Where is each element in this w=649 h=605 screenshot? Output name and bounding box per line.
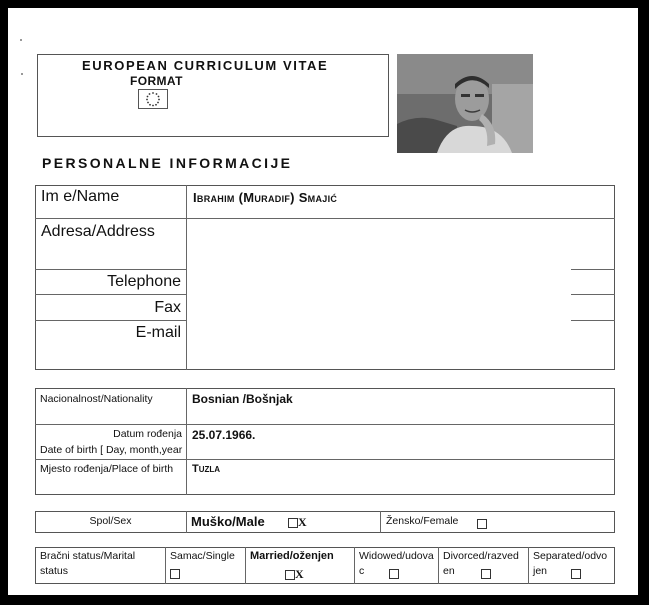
divorced-label: Divorced/razved — [443, 550, 519, 562]
cv-page — [8, 8, 638, 595]
checkbox-icon — [481, 569, 491, 579]
pob-value: Tuzla — [192, 463, 221, 475]
row-divider — [571, 294, 615, 295]
name-value: Ibrahim (Muradif) Smajić — [193, 190, 338, 205]
row-divider — [35, 459, 615, 460]
row-divider — [35, 424, 615, 425]
sex-label: Spol/Sex — [89, 515, 132, 527]
row-divider — [35, 269, 187, 270]
row-divider — [571, 320, 615, 321]
checkbox-icon — [285, 570, 295, 580]
widowed-checkbox[interactable] — [389, 565, 399, 583]
divorced-checkbox[interactable] — [481, 565, 491, 583]
sex-female-label: Žensko/Female — [386, 515, 459, 527]
male-check-mark: X — [298, 515, 307, 529]
checkbox-icon — [477, 519, 487, 529]
nationality-value: Bosnian /Bošnjak — [192, 392, 293, 406]
married-checkbox[interactable] — [285, 567, 304, 582]
married-label: Married/oženjen — [250, 550, 334, 562]
column-divider — [165, 547, 166, 584]
row-divider — [571, 269, 615, 270]
column-divider — [354, 547, 355, 584]
dob-label-en: Date of birth [ Day, month,year — [40, 444, 183, 456]
nationality-label: Nacionalnost/Nationality — [40, 393, 153, 405]
checkbox-icon — [389, 569, 399, 579]
checkbox-icon — [288, 518, 298, 528]
address-label: Adresa/Address — [41, 223, 155, 240]
pob-label: Mjesto rođenja/Place of birth — [40, 463, 174, 475]
marital-label: Bračni status/Marital — [40, 550, 136, 562]
separated-label-2: jen — [533, 565, 548, 577]
sex-male-label: Muško/Male — [191, 514, 265, 529]
cv-title: EUROPEAN CURRICULUM VITAE — [82, 58, 329, 73]
column-divider — [245, 547, 246, 584]
email-label: E-mail — [135, 324, 181, 341]
row-divider — [35, 294, 187, 295]
divorced-label-2: en — [443, 565, 455, 577]
section-title: PERSONALNE INFORMACIJE — [42, 155, 293, 171]
single-checkbox[interactable] — [170, 565, 180, 583]
column-divider — [528, 547, 529, 584]
telephone-label: Telephone — [107, 273, 181, 290]
married-check-mark: X — [295, 567, 304, 581]
sex-female-checkbox[interactable] — [477, 515, 487, 533]
separated-label: Separated/odvo — [533, 550, 608, 562]
scan-speck — [20, 39, 22, 41]
separated-checkbox[interactable] — [571, 565, 581, 583]
name-label: Im e/Name — [41, 188, 120, 205]
row-divider — [35, 218, 615, 219]
single-label: Samac/Single — [170, 550, 235, 562]
row-divider — [35, 320, 187, 321]
column-divider — [438, 547, 439, 584]
fax-label: Fax — [154, 299, 181, 316]
sex-male-checkbox[interactable] — [288, 515, 307, 530]
column-divider — [380, 511, 381, 533]
dob-value: 25.07.1966. — [192, 428, 256, 442]
column-divider — [186, 388, 187, 495]
column-divider — [186, 185, 187, 370]
marital-label-2: status — [40, 565, 69, 577]
profile-photo — [397, 54, 533, 153]
checkbox-icon — [170, 569, 180, 579]
dob-label: Datum rođenja — [113, 428, 182, 440]
scan-speck — [21, 73, 23, 75]
eu-flag-icon — [138, 89, 168, 109]
cv-format-label: FORMAT — [130, 74, 183, 88]
widowed-label-2: c — [359, 565, 365, 577]
column-divider — [186, 511, 187, 533]
checkbox-icon — [571, 569, 581, 579]
widowed-label: Widowed/udova — [359, 550, 434, 562]
